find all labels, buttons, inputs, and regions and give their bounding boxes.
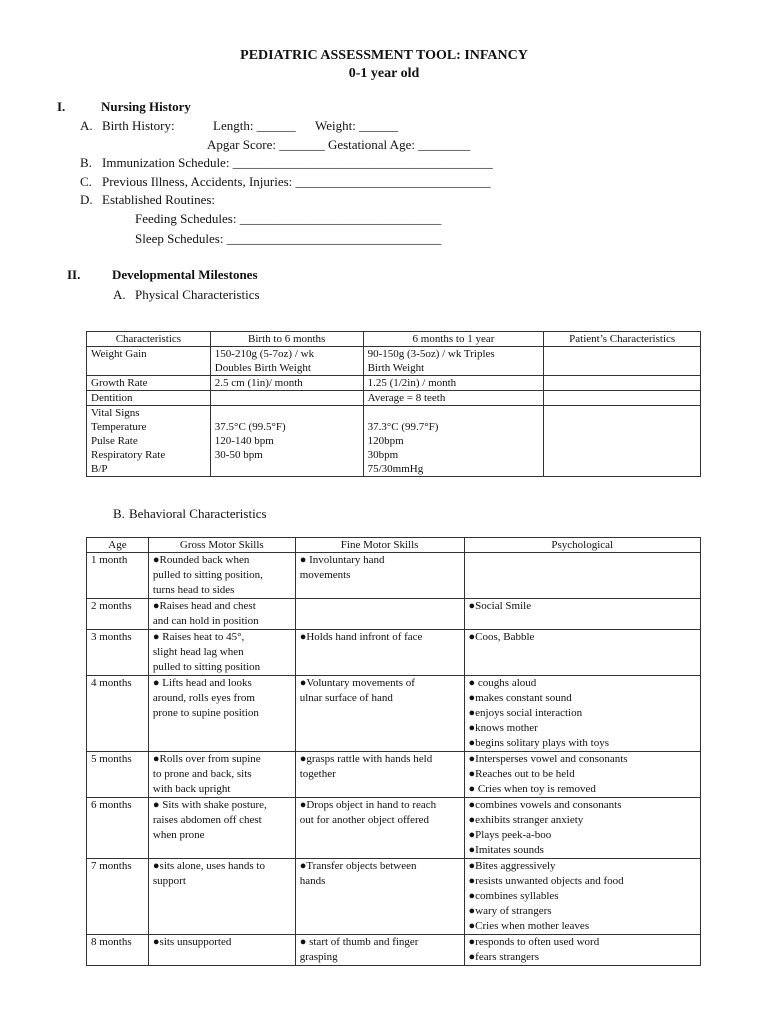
gross-motor-cell-line: raises abdomen off chest [152, 814, 262, 826]
gross-motor-cell-line: pulled to sitting position, [152, 569, 263, 581]
behavioral-characteristics-table [86, 537, 701, 966]
birth-to-6-cell-line: Doubles Birth Weight [214, 362, 311, 374]
document-title: PEDIATRIC ASSESSMENT TOOL: INFANCY [240, 48, 528, 63]
psychological-cell [464, 630, 700, 676]
psychological-cell-line: ●Intersperses vowel and consonants [468, 753, 628, 765]
item-d-letter: D. [80, 192, 93, 207]
psychological-cell-line: ●makes constant sound [468, 692, 572, 704]
gross-motor-cell [148, 935, 295, 966]
psychological-cell [464, 859, 700, 935]
six-to-12-cell-line [368, 406, 540, 420]
birth-to-6-cell-line [215, 406, 359, 420]
gross-motor-cell [148, 859, 295, 935]
six-to-12-cell-line: Average = 8 teeth [367, 392, 446, 404]
behavioral-header-cell: Gross Motor Skills [148, 538, 295, 553]
psychological-cell [464, 798, 700, 859]
fine-motor-cell-line: out for another object offered [299, 814, 430, 826]
patient-cell [544, 406, 701, 477]
fine-motor-cell-line: hands [299, 875, 326, 887]
characteristic-cell-line: Vital Signs [91, 407, 140, 419]
six-to-12-cell [363, 347, 544, 376]
table-row [87, 376, 701, 391]
age-cell-line: 4 months [91, 677, 132, 689]
table-row [87, 599, 701, 630]
physical-header-cell: 6 months to 1 year [363, 332, 544, 347]
characteristic-cell-line: Pulse Rate [91, 435, 138, 447]
age-cell [87, 752, 149, 798]
birth-to-6-cell-line [215, 462, 359, 476]
gross-motor-cell-line: around, rolls eyes from [152, 692, 255, 704]
gross-motor-cell-line: ●sits unsupported [152, 936, 232, 948]
psychological-cell-line: ● Cries when toy is removed [468, 783, 596, 795]
fine-motor-cell [295, 752, 464, 798]
psychological-cell-line: ●Coos, Babble [468, 631, 535, 643]
six-to-12-cell [363, 406, 544, 477]
age-cell-line: 5 months [91, 753, 132, 765]
table-row [87, 347, 701, 376]
behavioral-header-cell: Psychological [464, 538, 700, 553]
gross-motor-cell-line: when prone [152, 829, 205, 841]
fine-motor-cell-line: grasping [299, 951, 338, 963]
fine-motor-cell-line: ●Voluntary movements of [299, 677, 415, 689]
sleep-schedules-field: Sleep Schedules: _________________________________ [135, 231, 442, 246]
patient-cell [544, 391, 701, 406]
psychological-cell-line: ●responds to often used word [468, 936, 600, 948]
fine-motor-cell-line: ● Involuntary hand [299, 554, 385, 566]
physical-header-cell: Birth to 6 months [210, 332, 363, 347]
fine-motor-cell [295, 630, 464, 676]
gross-motor-cell-line: ●Rounded back when [152, 554, 250, 566]
table-row [87, 391, 701, 406]
fine-motor-cell-line: ulnar surface of hand [299, 692, 393, 704]
fine-motor-cell-line [300, 599, 460, 614]
section-1-number: I. [57, 99, 66, 114]
six-to-12-cell-line: 30bpm [367, 449, 399, 461]
age-cell [87, 859, 149, 935]
table-row [87, 752, 701, 798]
characteristic-cell-line: Respiratory Rate [91, 449, 166, 461]
fine-motor-cell [295, 935, 464, 966]
psychological-cell [464, 676, 700, 752]
section-1-heading: Nursing History [101, 99, 191, 114]
birth-history-label: Birth History: [102, 118, 175, 133]
characteristic-cell-line: Temperature [91, 421, 147, 433]
characteristic-cell-line: Weight Gain [91, 348, 147, 360]
patient-cell-line [548, 406, 696, 420]
section-2-number: II. [67, 267, 81, 282]
birth-to-6-cell-line: 37.5°C (99.5°F) [214, 421, 286, 433]
fine-motor-cell [295, 553, 464, 599]
six-to-12-cell-line: 90-150g (3-5oz) / wk Triples [367, 348, 495, 360]
age-cell [87, 798, 149, 859]
six-to-12-cell [363, 376, 544, 391]
patient-cell [544, 347, 701, 376]
fine-motor-cell [295, 859, 464, 935]
gross-motor-cell-line: ● Sits with shake posture, [152, 799, 267, 811]
psychological-cell [464, 935, 700, 966]
age-cell [87, 553, 149, 599]
psychological-cell-line: ●combines vowels and consonants [468, 799, 622, 811]
birth-to-6-cell-line: 150-210g (5-7oz) / wk [214, 348, 315, 360]
characteristic-cell [87, 391, 211, 406]
characteristic-cell-line: Growth Rate [91, 377, 148, 389]
established-routines-label: Established Routines: [102, 192, 216, 207]
gross-motor-cell-line: support [152, 875, 186, 887]
fine-motor-cell-line: ●Transfer objects between [299, 860, 417, 872]
subsection-a-letter: A. [113, 287, 126, 302]
psychological-cell-line: ● coughs aloud [468, 677, 537, 689]
six-to-12-cell-line: Birth Weight [367, 362, 425, 374]
table-row [87, 406, 701, 477]
birth-to-6-cell-line: 30-50 bpm [214, 449, 263, 461]
table-row [87, 859, 701, 935]
item-c-letter: C. [80, 174, 92, 189]
gross-motor-cell-line: to prone and back, sits [152, 768, 252, 780]
item-a-letter: A. [80, 118, 93, 133]
age-cell [87, 630, 149, 676]
psychological-cell [464, 553, 700, 599]
fine-motor-cell [295, 798, 464, 859]
fine-motor-cell-line: together [299, 768, 336, 780]
gross-motor-cell-line: turns head to sides [152, 584, 235, 596]
fine-motor-cell [295, 599, 464, 630]
fine-motor-cell-line: movements [299, 569, 351, 581]
six-to-12-cell [363, 391, 544, 406]
document-subtitle: 0-1 year old [348, 66, 420, 81]
psychological-cell-line: ●wary of strangers [468, 905, 552, 917]
weight-field: Weight: ______ [315, 118, 399, 133]
patient-cell-line [548, 391, 696, 405]
psychological-cell-line: ●Cries when mother leaves [468, 920, 590, 932]
gross-motor-cell-line: pulled to sitting position [152, 661, 261, 673]
psychological-cell-line: ●fears strangers [468, 951, 539, 963]
behavioral-header-cell: Fine Motor Skills [295, 538, 464, 553]
age-cell-line: 2 months [91, 600, 132, 612]
gross-motor-cell [148, 752, 295, 798]
six-to-12-cell-line: 1.25 (1/2in) / month [367, 377, 457, 389]
apgar-gestational-field: Apgar Score: _______ Gestational Age: ________ [207, 137, 471, 152]
age-cell [87, 599, 149, 630]
fine-motor-cell-line: ●Holds hand infront of face [299, 631, 423, 643]
age-cell [87, 676, 149, 752]
six-to-12-cell-line: 37.3°C (99.7°F) [367, 421, 439, 433]
age-cell-line: 6 months [91, 799, 132, 811]
psychological-cell [464, 752, 700, 798]
gross-motor-cell-line: and can hold in position [152, 615, 259, 627]
subsection-a-title: Physical Characteristics [135, 287, 260, 302]
birth-to-6-cell [210, 376, 363, 391]
physical-header-cell: Patient’s Characteristics [544, 332, 701, 347]
age-cell [87, 935, 149, 966]
birth-to-6-cell-line [215, 391, 359, 405]
age-cell-line: 1 month [91, 554, 128, 566]
psychological-cell-line: ●resists unwanted objects and food [468, 875, 624, 887]
gross-motor-cell [148, 553, 295, 599]
psychological-cell-line: ●Imitates sounds [468, 844, 544, 856]
patient-cell [544, 376, 701, 391]
physical-header-cell: Characteristics [87, 332, 211, 347]
gross-motor-cell-line: ●Raises head and chest [152, 600, 256, 612]
gross-motor-cell [148, 798, 295, 859]
psychological-cell-line: ●Plays peek-a-boo [468, 829, 552, 841]
subsection-b-letter: B. [113, 506, 125, 521]
birth-to-6-cell [210, 347, 363, 376]
gross-motor-cell-line: slight head lag when [152, 646, 244, 658]
psychological-cell-line: ●knows mother [468, 722, 538, 734]
gross-motor-cell [148, 599, 295, 630]
table-row [87, 553, 701, 599]
birth-to-6-cell-line: 120-140 bpm [214, 435, 274, 447]
characteristic-cell [87, 376, 211, 391]
psychological-cell [464, 599, 700, 630]
gross-motor-cell [148, 630, 295, 676]
psychological-cell-line [469, 553, 696, 568]
subsection-b-title: Behavioral Characteristics [129, 506, 267, 521]
six-to-12-cell-line: 120bpm [367, 435, 404, 447]
psychological-cell-line: ●Social Smile [468, 600, 532, 612]
gross-motor-cell-line: ●sits alone, uses hands to [152, 860, 265, 872]
characteristic-cell [87, 406, 211, 477]
fine-motor-cell-line: ●grasps rattle with hands held [299, 753, 433, 765]
birth-to-6-cell-line: 2.5 cm (1in)/ month [214, 377, 303, 389]
characteristic-cell-line: B/P [91, 463, 108, 475]
physical-characteristics-table [86, 331, 701, 477]
gross-motor-cell [148, 676, 295, 752]
psychological-cell-line: ●Reaches out to be held [468, 768, 575, 780]
birth-to-6-cell [210, 406, 363, 477]
gross-motor-cell-line: prone to supine position [152, 707, 259, 719]
table-row [87, 935, 701, 966]
table-row [87, 676, 701, 752]
item-b-letter: B. [80, 155, 92, 170]
psychological-cell-line: ●begins solitary plays with toys [468, 737, 609, 749]
age-cell-line: 8 months [91, 936, 132, 948]
fine-motor-cell-line: ● start of thumb and finger [299, 936, 419, 948]
age-cell-line: 7 months [91, 860, 132, 872]
characteristic-cell [87, 347, 211, 376]
feeding-schedules-field: Feeding Schedules: _______________________________ [135, 211, 442, 226]
six-to-12-cell-line: 75/30mmHg [367, 463, 424, 475]
fine-motor-cell-line: ●Drops object in hand to reach [299, 799, 437, 811]
psychological-cell-line: ●exhibits stranger anxiety [468, 814, 584, 826]
patient-cell-line [548, 347, 696, 361]
gross-motor-cell-line: ● Raises heat to 45°, [152, 631, 245, 643]
previous-illness-field: Previous Illness, Accidents, Injuries: ______________________________ [102, 174, 491, 189]
length-field: Length: ______ [213, 118, 296, 133]
birth-to-6-cell [210, 391, 363, 406]
psychological-cell-line: ●Bites aggressively [468, 860, 556, 872]
gross-motor-cell-line: ● Lifts head and looks [152, 677, 252, 689]
characteristic-cell-line: Dentition [91, 392, 133, 404]
table-row [87, 798, 701, 859]
fine-motor-cell [295, 676, 464, 752]
immunization-field: Immunization Schedule: ________________________________________ [102, 155, 493, 170]
age-cell-line: 3 months [91, 631, 132, 643]
table-row [87, 630, 701, 676]
gross-motor-cell-line: ●Rolls over from supine [152, 753, 261, 765]
gross-motor-cell-line: with back upright [152, 783, 231, 795]
psychological-cell-line: ●enjoys social interaction [468, 707, 583, 719]
behavioral-header-cell: Age [87, 538, 149, 553]
psychological-cell-line: ●combines syllables [468, 890, 559, 902]
section-2-heading: Developmental Milestones [112, 267, 258, 282]
patient-cell-line [548, 376, 696, 390]
